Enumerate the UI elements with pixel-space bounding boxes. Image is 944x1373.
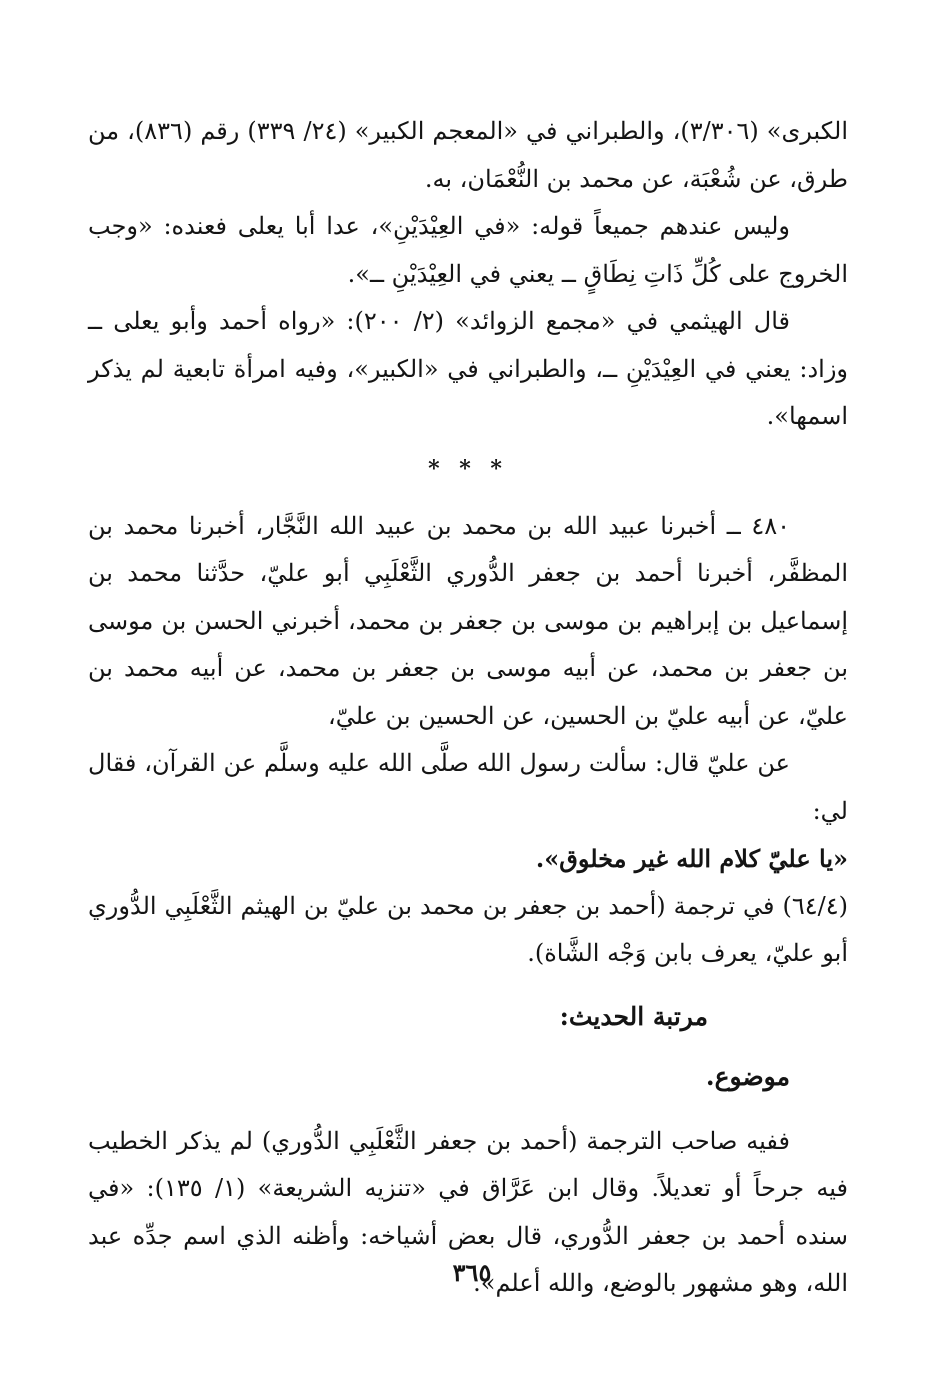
footnote-paragraph-1: الكبرى» (٣/٣٠٦)، والطبراني في «المعجم الكبير» (٢٤/ ٣٣٩) رقم (٨٣٦)، من طرق، عن شُعْبَة، عن محمد بن النُّعْمَان، به. [88, 117, 848, 193]
hadith-isnad-paragraph: ٤٨٠ ــ أخبرنا عبيد الله بن محمد بن عبيد الله النَّجَّار، أخبرنا محمد بن المظفَّر، أخبرنا أحمد بن جعفر الدُّوري الثَّعْلَبِي أبو عليّ، حدَّثنا محمد بن إسماعيل بن إبراهيم بن موسى بن جعفر بن محمد، أخبرني الحسن بن موسى بن جعفر بن محمد، عن أبيه موسى بن جعفر بن محمد، عن أبيه محمد بن عليّ، عن أبيه عليّ بن الحسين، عن الحسين بن عليّ، [88, 511, 848, 730]
page-number: ٣٦٥ [452, 1258, 492, 1287]
section-heading-hadith-grade: مرتبة الحديث: [559, 1001, 708, 1031]
hadith-matn-intro: عن عليّ قال: سألت رسول الله صلَّى الله عليه وسلَّم عن القرآن، فقال لي: [88, 749, 848, 825]
footnote-paragraph-3: قال الهيثمي في «مجمع الزوائد» (٢/ ٢٠٠): «رواه أحمد وأبو يعلى ــ وزاد: يعني في العِيْدَيْنِ ــ، والطبراني في «الكبير»، وفيه امرأة تابعية لم يذكر اسمها». [88, 307, 848, 430]
section-divider-stars: * * * [428, 455, 508, 482]
page-body [88, 108, 848, 1308]
hadith-grade-verdict: موضوع. [705, 1061, 790, 1091]
footnote-paragraph-2: وليس عندهم جميعاً قوله: «في العِيْدَيْنِ»، عدا أبا يعلى فعنده: «وجب الخروج على كُلِّ ذَاتِ نِطَاقٍ ــ يعني في العِيْدَيْنِ ــ». [88, 212, 848, 288]
source-reference: (٦٤/٤) في ترجمة (أحمد بن جعفر بن محمد بن عليّ بن الهيثم الثَّعْلَبِي الدُّوري أبو عليّ، يعرف بابن وَجْه الشَّاة). [88, 891, 848, 967]
grade-explanation-paragraph: ففيه صاحب الترجمة (أحمد بن جعفر الثَّعْلَبِي الدُّوري) لم يذكر الخطيب فيه جرحاً أو تعديلاً. وقال ابن عَرَّاق في «تنزيه الشريعة» (١/ ١٣٥): «في سنده أحمد بن جعفر الدُّوري، قال بعض أشياخه: وأظنه الذي اسم جدِّه عبد الله، وهو مشهور بالوضع، والله أعلم». [88, 1126, 848, 1297]
hadith-matn-quote: «يا عليّ كلام الله غير مخلوق». [535, 844, 848, 873]
